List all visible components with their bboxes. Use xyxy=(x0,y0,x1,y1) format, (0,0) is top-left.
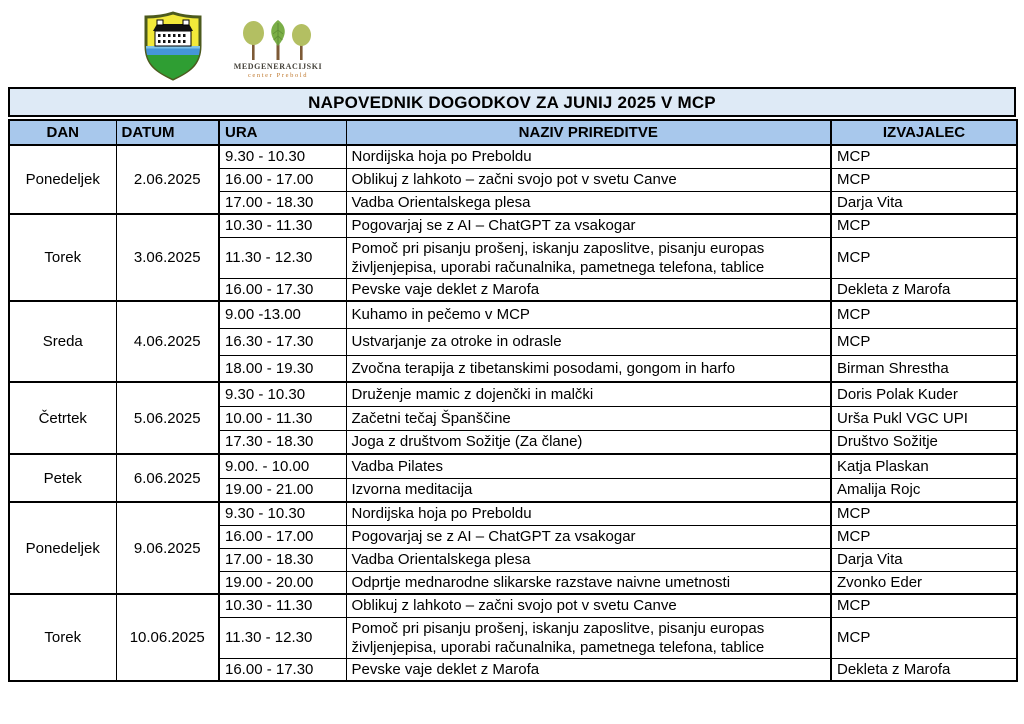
date-cell: 10.06.2025 xyxy=(116,594,219,681)
date-cell: 3.06.2025 xyxy=(116,214,219,301)
page-title: NAPOVEDNIK DOGODKOV ZA JUNIJ 2025 V MCP xyxy=(8,87,1016,117)
header-naziv: NAZIV PRIREDITVE xyxy=(346,120,831,145)
time-cell: 19.00 - 21.00 xyxy=(219,478,346,502)
event-name-cell: Pogovarjaj se z AI – ChatGPT za vsakogar xyxy=(346,214,831,237)
events-table xyxy=(8,119,1018,682)
organizer-cell: MCP xyxy=(831,617,1017,658)
event-name-cell: Izvorna meditacija xyxy=(346,478,831,502)
event-name-cell: Pomoč pri pisanju prošenj, iskanju zaposlitve, pisanju europas življenjepisa, uporabi računalnika, pametnega telefona, tablice xyxy=(346,237,831,278)
organizer-cell: Darja Vita xyxy=(831,548,1017,571)
day-cell: Sreda xyxy=(9,301,116,382)
date-cell: 4.06.2025 xyxy=(116,301,219,382)
time-cell: 16.00 - 17.00 xyxy=(219,525,346,548)
event-row xyxy=(9,454,1017,478)
time-cell: 16.00 - 17.30 xyxy=(219,278,346,301)
event-name-cell: Kuhamo in pečemo v MCP xyxy=(346,301,831,328)
time-cell: 9.30 - 10.30 xyxy=(219,502,346,525)
organizer-cell: MCP xyxy=(831,214,1017,237)
event-name-cell: Pogovarjaj se z AI – ChatGPT za vsakogar xyxy=(346,525,831,548)
time-cell: 11.30 - 12.30 xyxy=(219,617,346,658)
organizer-cell: Urša Pukl VGC UPI xyxy=(831,406,1017,430)
organizer-cell: Doris Polak Kuder xyxy=(831,382,1017,406)
date-cell: 5.06.2025 xyxy=(116,382,219,454)
time-cell: 11.30 - 12.30 xyxy=(219,237,346,278)
time-cell: 17.00 - 18.30 xyxy=(219,548,346,571)
organizer-cell: MCP xyxy=(831,502,1017,525)
event-row xyxy=(9,214,1017,237)
organizer-cell: Amalija Rojc xyxy=(831,478,1017,502)
event-name-cell: Oblikuj z lahkoto – začni svojo pot v svetu Canve xyxy=(346,168,831,191)
event-name-cell: Vadba Orientalskega plesa xyxy=(346,191,831,214)
time-cell: 10.30 - 11.30 xyxy=(219,214,346,237)
organizer-cell: Katja Plaskan xyxy=(831,454,1017,478)
time-cell: 9.30 - 10.30 xyxy=(219,382,346,406)
time-cell: 17.00 - 18.30 xyxy=(219,191,346,214)
time-cell: 9.00. - 10.00 xyxy=(219,454,346,478)
event-name-cell: Ustvarjanje za otroke in odrasle xyxy=(346,328,831,355)
day-cell: Torek xyxy=(9,214,116,301)
event-row xyxy=(9,594,1017,617)
header-row xyxy=(9,120,1017,145)
header-ura: URA xyxy=(219,120,346,145)
organizer-cell: Zvonko Eder xyxy=(831,571,1017,594)
events-table-body xyxy=(9,145,1017,681)
prebold-coat-of-arms-icon xyxy=(142,10,204,82)
organizer-cell: MCP xyxy=(831,525,1017,548)
day-cell: Četrtek xyxy=(9,382,116,454)
event-name-cell: Druženje mamic z dojenčki in malčki xyxy=(346,382,831,406)
event-name-cell: Oblikuj z lahkoto – začni svojo pot v svetu Canve xyxy=(346,594,831,617)
organizer-cell: Društvo Sožitje xyxy=(831,430,1017,454)
time-cell: 10.00 - 11.30 xyxy=(219,406,346,430)
event-name-cell: Pevske vaje deklet z Marofa xyxy=(346,658,831,681)
event-name-cell: Nordijska hoja po Preboldu xyxy=(346,502,831,525)
logo-header xyxy=(0,0,1024,86)
time-cell: 19.00 - 20.00 xyxy=(219,571,346,594)
day-cell: Ponedeljek xyxy=(9,145,116,214)
date-cell: 2.06.2025 xyxy=(116,145,219,214)
mcp-logo-text: MEDGENERACIJSKI xyxy=(233,62,323,71)
event-name-cell: Nordijska hoja po Preboldu xyxy=(346,145,831,168)
mcp-logo xyxy=(228,20,328,79)
day-cell: Torek xyxy=(9,594,116,681)
header-izvajalec: IZVAJALEC xyxy=(831,120,1017,145)
time-cell: 9.00 -13.00 xyxy=(219,301,346,328)
date-cell: 6.06.2025 xyxy=(116,454,219,502)
organizer-cell: Birman Shrestha xyxy=(831,355,1017,382)
event-name-cell: Vadba Pilates xyxy=(346,454,831,478)
event-row xyxy=(9,502,1017,525)
header-dan: DAN xyxy=(9,120,116,145)
organizer-cell: MCP xyxy=(831,237,1017,278)
header-datum: DATUM xyxy=(116,120,219,145)
time-cell: 16.30 - 17.30 xyxy=(219,328,346,355)
organizer-cell: MCP xyxy=(831,168,1017,191)
time-cell: 16.00 - 17.00 xyxy=(219,168,346,191)
trees-icon xyxy=(236,20,320,62)
event-name-cell: Vadba Orientalskega plesa xyxy=(346,548,831,571)
event-row xyxy=(9,382,1017,406)
event-name-cell: Joga z društvom Sožitje (Za člane) xyxy=(346,430,831,454)
time-cell: 10.30 - 11.30 xyxy=(219,594,346,617)
time-cell: 17.30 - 18.30 xyxy=(219,430,346,454)
organizer-cell: MCP xyxy=(831,328,1017,355)
organizer-cell: Darja Vita xyxy=(831,191,1017,214)
event-name-cell: Pevske vaje deklet z Marofa xyxy=(346,278,831,301)
event-name-cell: Začetni tečaj Španščine xyxy=(346,406,831,430)
date-cell: 9.06.2025 xyxy=(116,502,219,594)
organizer-cell: MCP xyxy=(831,145,1017,168)
time-cell: 9.30 - 10.30 xyxy=(219,145,346,168)
event-row xyxy=(9,145,1017,168)
organizer-cell: Dekleta z Marofa xyxy=(831,278,1017,301)
day-cell: Petek xyxy=(9,454,116,502)
event-row xyxy=(9,301,1017,328)
event-name-cell: Pomoč pri pisanju prošenj, iskanju zaposlitve, pisanju europas življenjepisa, uporabi računalnika, pametnega telefona, tablice xyxy=(346,617,831,658)
event-name-cell: Odprtje mednarodne slikarske razstave naivne umetnosti xyxy=(346,571,831,594)
time-cell: 16.00 - 17.30 xyxy=(219,658,346,681)
event-name-cell: Zvočna terapija z tibetanskimi posodami, gongom in harfo xyxy=(346,355,831,382)
time-cell: 18.00 - 19.30 xyxy=(219,355,346,382)
day-cell: Ponedeljek xyxy=(9,502,116,594)
organizer-cell: MCP xyxy=(831,594,1017,617)
events-table-header xyxy=(9,120,1017,145)
organizer-cell: Dekleta z Marofa xyxy=(831,658,1017,681)
mcp-logo-subtext: center Prebold xyxy=(247,72,309,79)
organizer-cell: MCP xyxy=(831,301,1017,328)
